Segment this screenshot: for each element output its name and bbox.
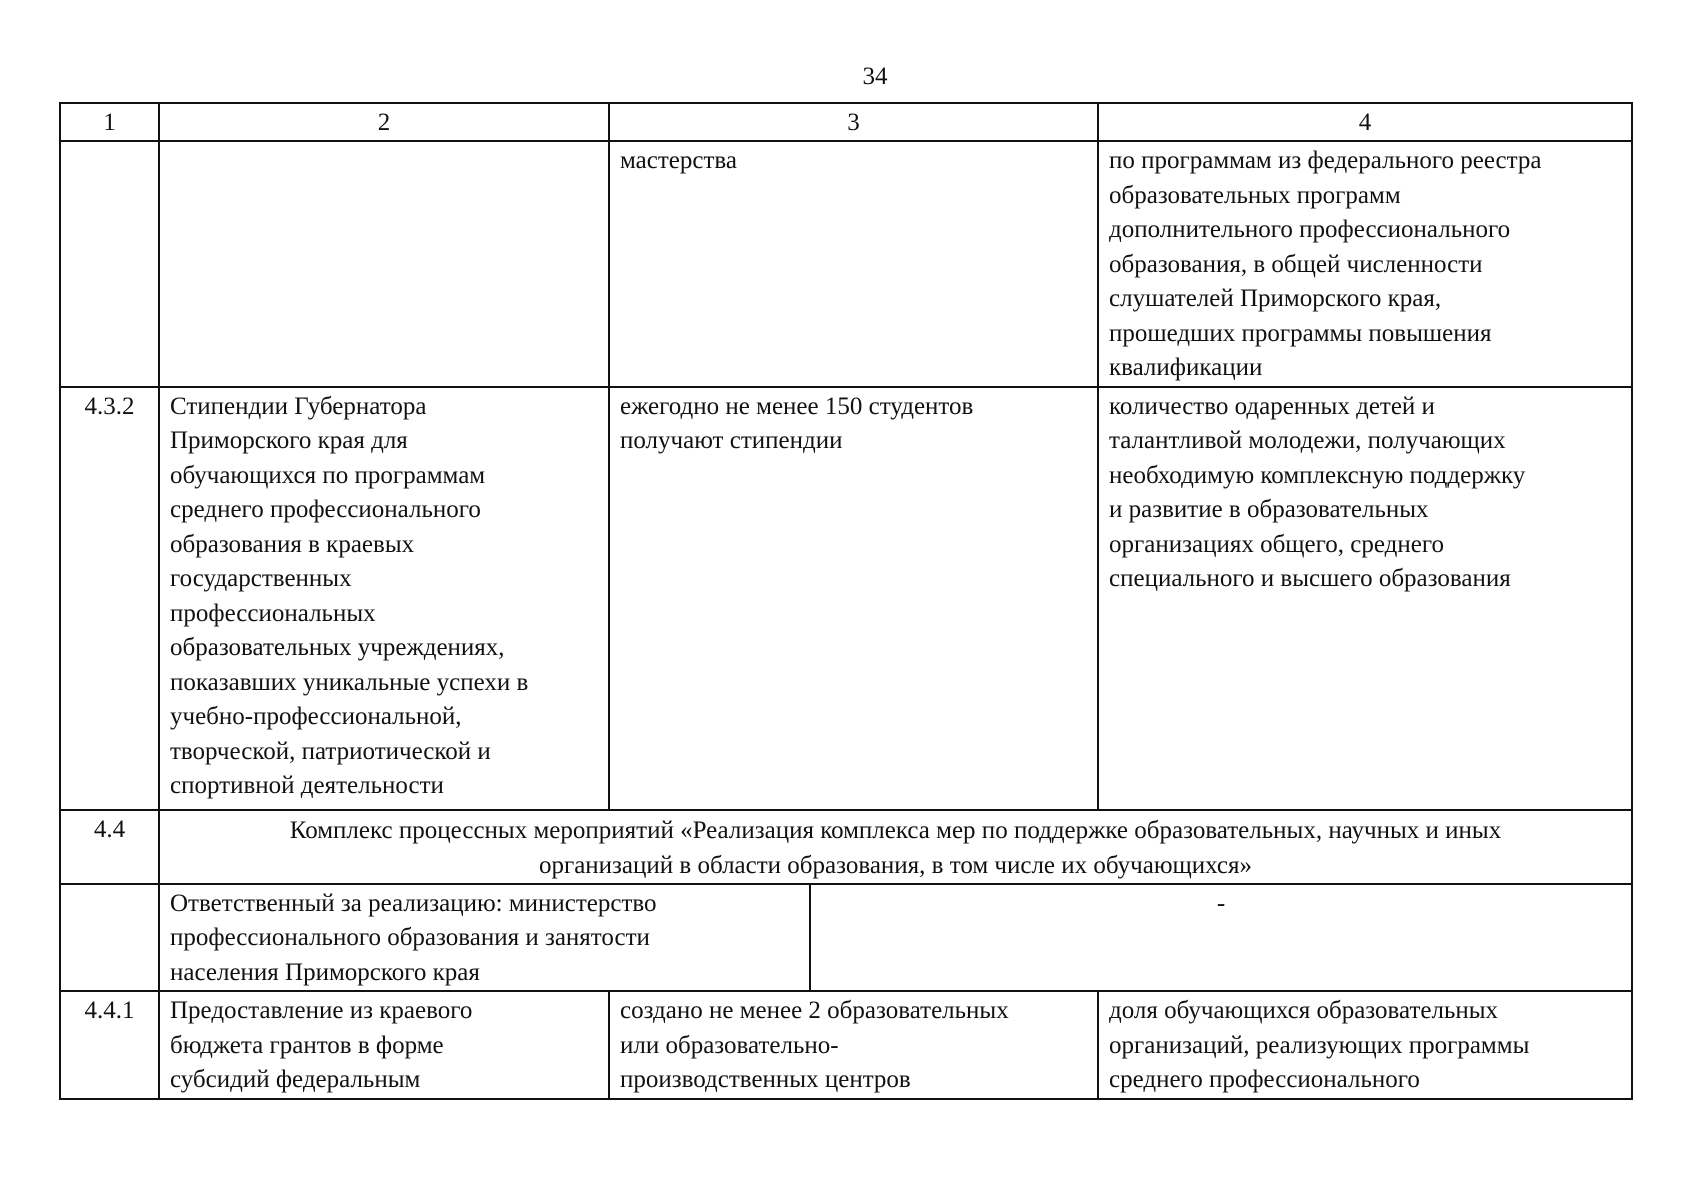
row-indicator: по программам из федерального реестра образовательных программ дополнительного профессионального образования, в общей численности слушателей Приморского края, прошедших программы повышения квалификации: [1098, 141, 1632, 387]
responsible-row: [60, 884, 1632, 992]
table-row: [60, 141, 1632, 387]
row-result: мастерства: [609, 141, 1098, 387]
row-number: [60, 141, 159, 387]
header-col-2: 2: [159, 103, 609, 141]
section-title: Комплекс процессных мероприятий «Реализация комплекса мер по поддержке образовательных, научных и иных организаций в области образования, в том числе их обучающихся»: [159, 810, 1632, 884]
row-description: Предоставление из краевого бюджета грантов в форме субсидий федеральным: [159, 991, 609, 1099]
responsible-empty-cell: [60, 884, 159, 992]
responsible-text: Ответственный за реализацию: министерство профессионального образования и занятости населения Приморского края: [159, 884, 810, 992]
row-result: ежегодно не менее 150 студентов получают стипендии: [609, 387, 1098, 810]
header-col-3: 3: [609, 103, 1098, 141]
section-number: 4.4: [60, 810, 159, 884]
row-description: Стипендии Губернатора Приморского края для обучающихся по программам среднего профессионального образования в краевых государственных профессиональных образовательных учреждениях, показавших уникальные успехи в учебно-профессиональной, творческой, патриотической и спортивной деятельности: [159, 387, 609, 810]
table-header-row: [60, 103, 1632, 141]
row-number: 4.4.1: [60, 991, 159, 1099]
row-number: 4.3.2: [60, 387, 159, 810]
responsible-value: -: [810, 884, 1632, 992]
row-indicator: количество одаренных детей и талантливой молодежи, получающих необходимую комплексную поддержку и развитие в образовательных организациях общего, среднего специального и высшего образования: [1098, 387, 1632, 810]
header-col-1: 1: [60, 103, 159, 141]
row-result: создано не менее 2 образовательных или образовательно- производственных центров: [609, 991, 1098, 1099]
header-col-4: 4: [1098, 103, 1632, 141]
table-row: [60, 387, 1632, 810]
row-indicator: доля обучающихся образовательных организаций, реализующих программы среднего профессионального: [1098, 991, 1632, 1099]
section-row: [60, 810, 1632, 884]
row-description: [159, 141, 609, 387]
page-number: 34: [862, 63, 888, 90]
table-row: [60, 991, 1632, 1099]
document-table: [59, 102, 1633, 1100]
